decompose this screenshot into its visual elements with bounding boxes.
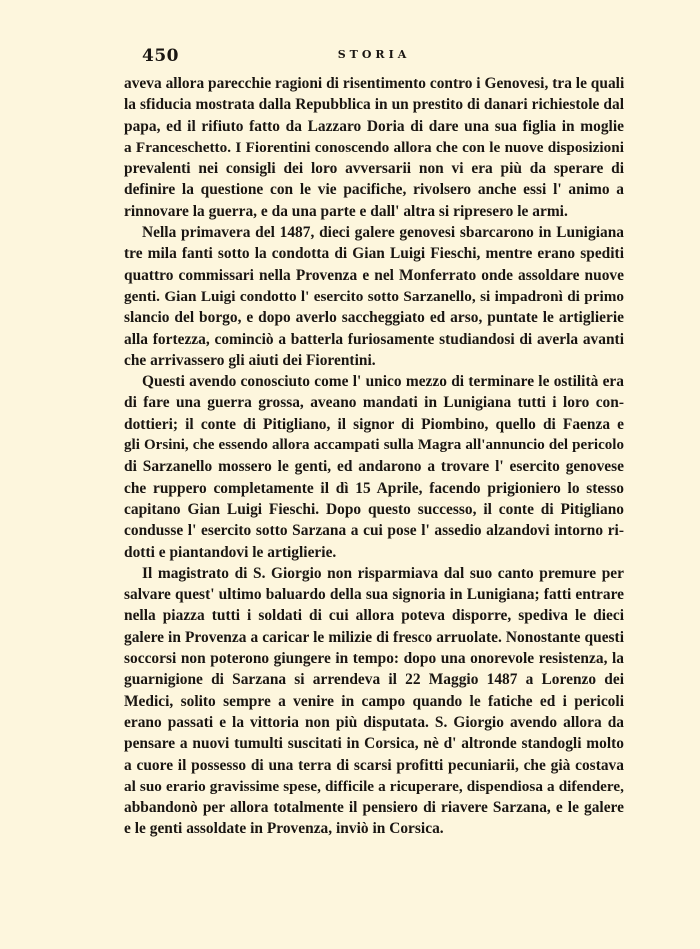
text-line: nella piazza tutti i soldati di cui allora poteva disporre, spediva le dieci [124, 607, 624, 625]
text-line: la sfiducia mostrata dalla Repubblica in un prestito di danari richiestole dal [124, 96, 624, 114]
text-line: Medici, solito sempre a venire in campo quando le fatiche ed i pericoli [124, 692, 624, 710]
text-line: capitano Gian Luigi Fieschi. Dopo questo successo, il conte di Pitigliano [124, 500, 624, 518]
text-line: che arrivassero gli aiuti dei Fiorentini. [124, 351, 376, 369]
page-number: 450 [142, 46, 179, 66]
text-line: dotti e piantandovi le artiglierie. [124, 543, 337, 561]
text-line: Questi avendo conosciuto come l' unico mezzo di terminare le ostilità era [142, 373, 624, 391]
text-line: galere in Provenza a caricar le milizie di fresco arruolate. Nonostante questi [124, 628, 624, 646]
running-head [124, 46, 624, 68]
text-line: al suo erario gravissime spese, difficile a ricuperare, dispendiosa a difendere, [124, 777, 624, 795]
text-line: condusse l' esercito sotto Sarzana a cui pose l' assedio alzandovi intorno ri- [124, 522, 624, 540]
paragraph [124, 563, 624, 840]
text-line: papa, ed il rifiuto fatto da Lazzaro Doria di dare una sua figlia in moglie [124, 117, 624, 135]
text-line: Il magistrato di S. Giorgio non risparmiava dal suo canto premure per [142, 564, 624, 582]
text-line: erano passati e la vittoria non più disputata. S. Giorgio avendo allora da [124, 713, 624, 731]
text-line: di Sarzanello mossero le genti, ed andarono a trovare l' esercito genovese [124, 458, 624, 476]
text-line: soccorsi non poterono giungere in tempo: dopo una onorevole resistenza, la [124, 650, 624, 668]
paragraph [124, 222, 624, 371]
text-line: quattro commissari nella Provenza e nel Monferrato onde assoldare nuove [124, 266, 624, 284]
text-line: rinnovare la guerra, e da una parte e dall' altra si ripresero le armi. [124, 202, 568, 220]
text-line: che ruppero completamente il dì 15 Aprile, facendo prigioniero lo stesso [124, 479, 624, 497]
text-line: prevalenti nei consigli dei loro avversarii non vi era più da sperare di [124, 160, 624, 178]
text-line: genti. Gian Luigi condotto l' esercito sotto Sarzanello, si impadronì di primo [124, 287, 624, 305]
body-text [124, 73, 624, 840]
text-line: slancio del borgo, e dopo averlo saccheggiato ed arso, puntate le artiglierie [124, 309, 624, 327]
text-line: guarnigione di Sarzana si arrendeva il 22 Maggio 1487 a Lorenzo dei [124, 671, 624, 689]
text-line: tre mila fanti sotto la condotta di Gian Luigi Fieschi, mentre erano spediti [124, 245, 624, 263]
text-line: alla fortezza, cominciò a batterla furiosamente studiandosi di averla avanti [124, 330, 624, 348]
paragraph [124, 73, 624, 222]
text-line: definire la questione con le vie pacifiche, rivolsero anche essi l' animo a [124, 181, 624, 199]
text-line: di fare una guerra grossa, aveano mandati in Lunigiana tutti i loro con- [124, 394, 624, 412]
text-line: e le genti assoldate in Provenza, inviò in Corsica. [124, 820, 444, 838]
text-line: a cuore il possesso di una terra di scarsi profitti pecuniarii, che già costava [124, 756, 624, 774]
text-line: a Franceschetto. I Fiorentini conoscendo allora che con le nuove disposizioni [124, 138, 624, 156]
paragraph [124, 371, 624, 563]
text-line: salvare quest' ultimo baluardo della sua signoria in Lunigiana; fatti entrare [124, 586, 624, 604]
text-line: aveva allora parecchie ragioni di risentimento contro i Genovesi, tra le quali [124, 75, 625, 92]
text-line: dottieri; il conte di Pitigliano, il signor di Piombino, quello di Faenza e [124, 415, 624, 433]
text-line: gli Orsini, che essendo allora accampati sulla Magra all'annuncio del pericolo [124, 437, 624, 454]
running-title: STORIA [337, 48, 411, 61]
text-line: pensare a nuovi tumulti suscitati in Corsica, nè d' altronde standogli molto [124, 735, 624, 753]
text-line: Nella primavera del 1487, dieci galere genovesi sbarcarono in Lunigiana [142, 224, 624, 242]
text-line: abbandonò per allora totalmente il pensiero di riavere Sarzana, e le galere [124, 799, 624, 817]
